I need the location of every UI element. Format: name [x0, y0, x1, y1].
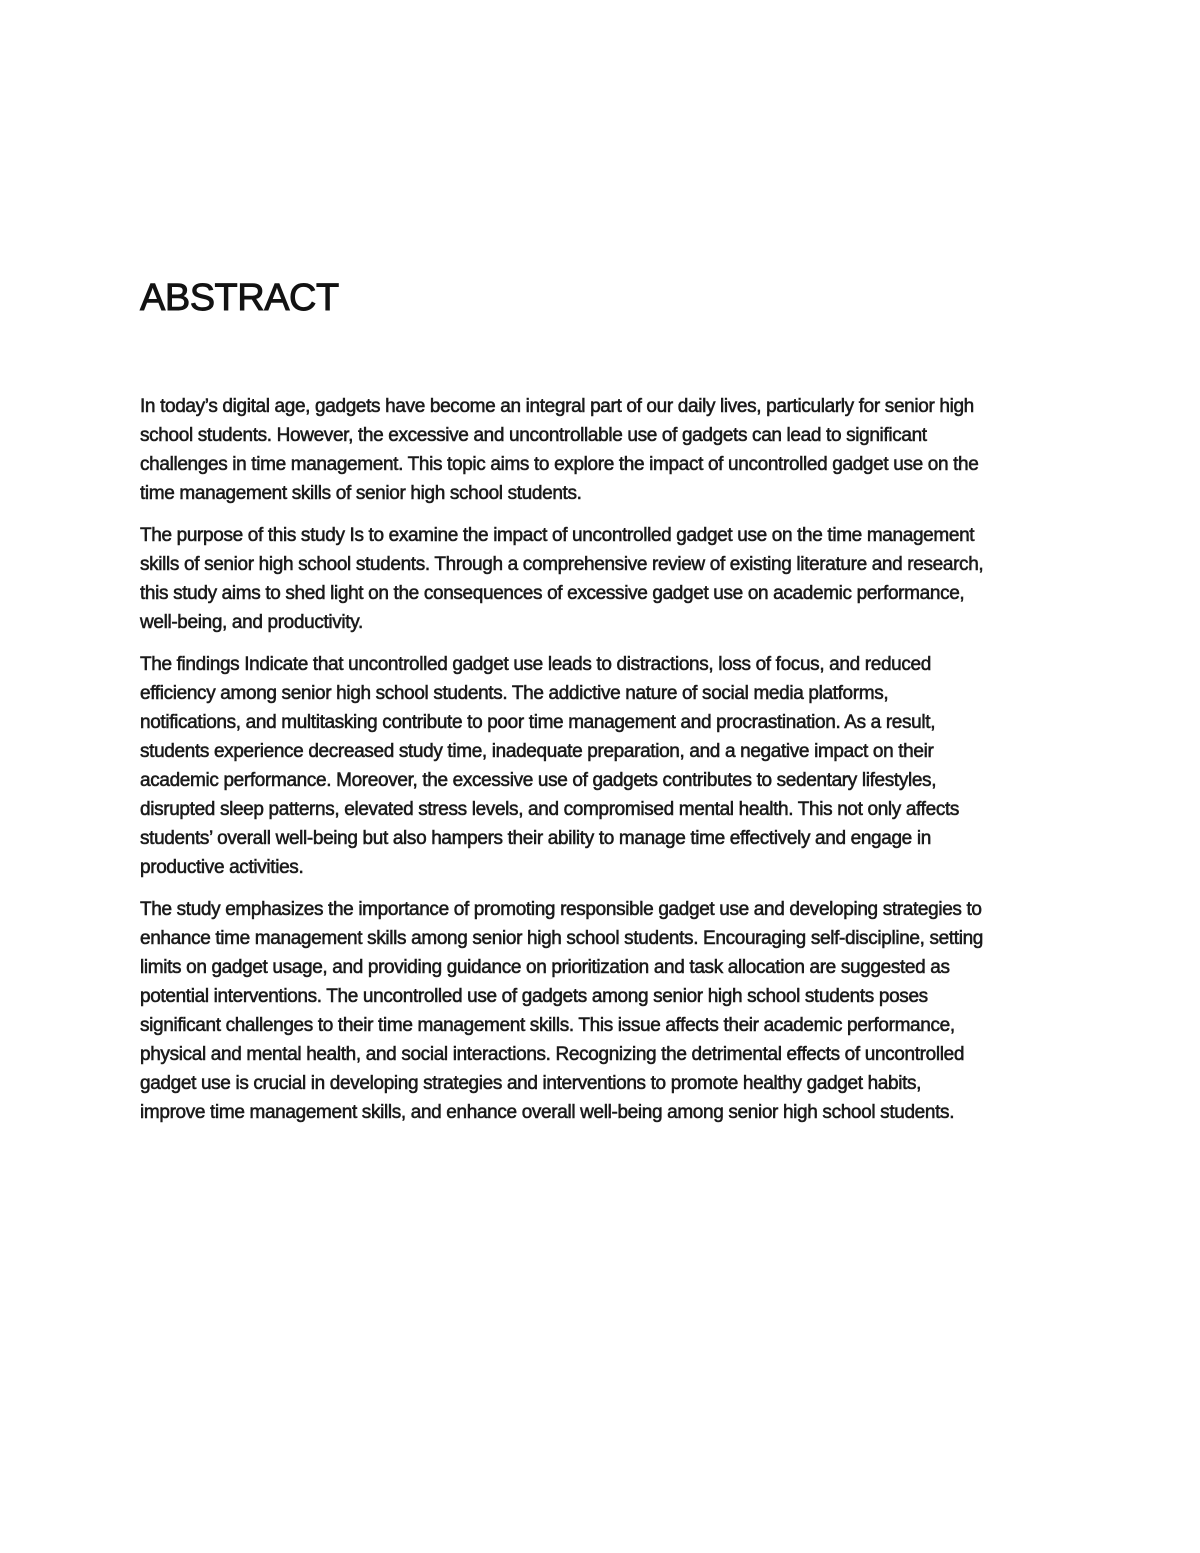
text-line: time management skills of senior high school students.	[140, 483, 582, 504]
text-line: limits on gadget usage, and providing guidance on prioritization and task allocation are suggested as	[140, 957, 950, 978]
text-line: disrupted sleep patterns, elevated stress levels, and compromised mental health. This not only affects	[140, 799, 960, 820]
text-line: school students. However, the excessive and uncontrollable use of gadgets can lead to significant	[140, 425, 927, 446]
paragraph-1	[140, 392, 1150, 508]
text-line: improve time management skills, and enhance overall well-being among senior high school students.	[140, 1102, 955, 1123]
paragraph-2	[140, 521, 1150, 637]
text-line: notifications, and multitasking contribute to poor time management and procrastination. As a result,	[140, 712, 936, 733]
text-line: The study emphasizes the importance of promoting responsible gadget use and developing strategies to	[140, 899, 982, 920]
text-line: productive activities.	[140, 857, 304, 878]
text-line: students’ overall well-being but also hampers their ability to manage time effectively and engage in	[140, 828, 931, 849]
text-line: students experience decreased study time, inadequate preparation, and a negative impact on their	[140, 741, 934, 762]
text-line: enhance time management skills among senior high school students. Encouraging self-discipline, setting	[140, 928, 984, 949]
text-line: The findings Indicate that uncontrolled gadget use leads to distractions, loss of focus, and reduced	[140, 654, 931, 675]
text-line: potential interventions. The uncontrolled use of gadgets among senior high school students poses	[140, 986, 928, 1007]
document-content	[140, 278, 1150, 1140]
text-line: physical and mental health, and social interactions. Recognizing the detrimental effects of uncontrolled	[140, 1044, 965, 1065]
text-line: efficiency among senior high school students. The addictive nature of social media platforms,	[140, 683, 889, 704]
abstract-body	[140, 392, 1150, 1127]
abstract-heading: ABSTRACT	[140, 277, 339, 319]
text-line: challenges in time management. This topic aims to explore the impact of uncontrolled gadget use on the	[140, 454, 979, 475]
paragraph-4	[140, 895, 1150, 1127]
text-line: In today’s digital age, gadgets have become an integral part of our daily lives, particularly for senior high	[140, 396, 974, 417]
text-line: The purpose of this study Is to examine the impact of uncontrolled gadget use on the time management	[140, 525, 975, 546]
text-line: gadget use is crucial in developing strategies and interventions to promote healthy gadget habits,	[140, 1073, 922, 1094]
text-line: academic performance. Moreover, the excessive use of gadgets contributes to sedentary lifestyles,	[140, 770, 937, 791]
text-line: skills of senior high school students. Through a comprehensive review of existing literature and research,	[140, 554, 984, 575]
text-line: significant challenges to their time management skills. This issue affects their academic performance,	[140, 1015, 955, 1036]
text-line: well-being, and productivity.	[140, 612, 363, 633]
text-line: this study aims to shed light on the consequences of excessive gadget use on academic performance,	[140, 583, 965, 604]
paragraph-3	[140, 650, 1150, 882]
